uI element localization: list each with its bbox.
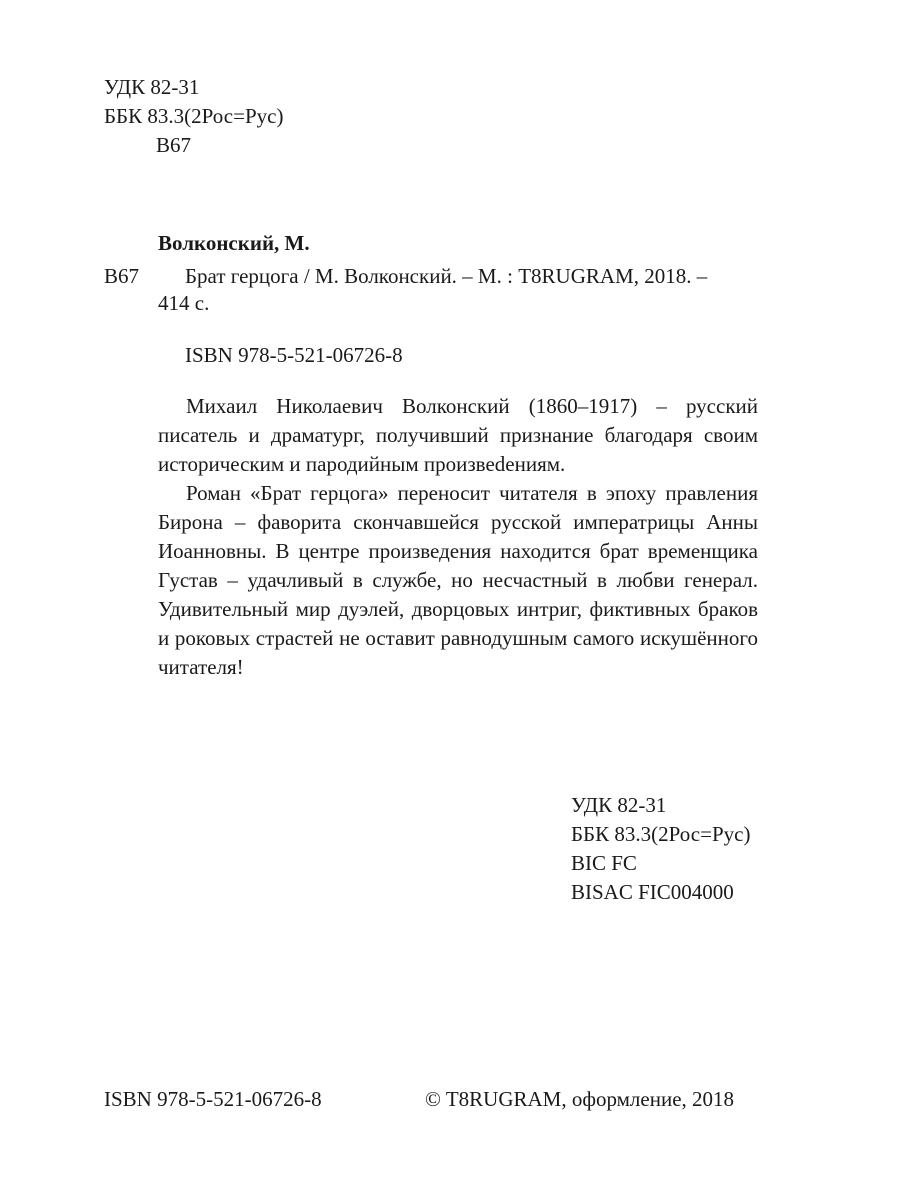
record-isbn: ISBN 978-5-521-06726-8 xyxy=(185,343,403,367)
bottom-classification-block xyxy=(571,790,750,906)
top-classification-block xyxy=(104,72,283,159)
annotation xyxy=(158,392,758,682)
bbk-code: ББК 83.3(2Рос=Рус) xyxy=(571,822,751,846)
annotation-paragraph: Роман «Брат герцога» переносит читателя в эпоху правления Бирона – фаворита скончавшейся русской императрицы Анны Иоанновны. В центре произведения находится брат временщика Густав – удачливый в службе, но несчастный в любви генерал. Удивительный мир дуэлей, дворцовых интриг, фиктивных браков и роковых страстей не оставит равнодушным самого искушённого читателя! xyxy=(158,481,758,679)
author-heading: Волконский, М. xyxy=(158,231,310,255)
bbk-code: ББК 83.3(2Рос=Рус) xyxy=(104,104,284,128)
bisac-code: BISAC FIC004000 xyxy=(571,880,734,904)
copyright-notice: © T8RUGRAM, оформление, 2018 xyxy=(425,1087,735,1111)
udk-code: УДК 82-31 xyxy=(104,75,200,99)
record-cutter-code: В67 xyxy=(104,264,140,288)
footer-isbn: ISBN 978-5-521-06726-8 xyxy=(104,1087,322,1111)
bibliographic-title-line: Брат герцога / М. Волконский. – М. : T8RUGRAM, 2018. – xyxy=(185,264,708,288)
udk-code: УДК 82-31 xyxy=(571,793,667,817)
annotation-paragraph: Михаил Николаевич Волконский (1860–1917) – русский писатель и драматург, получивший признание благодаря своим историческим и пародийным произвеdениям. xyxy=(158,394,758,476)
cutter-code: В67 xyxy=(156,133,192,157)
bic-code: BIC FC xyxy=(571,851,637,875)
page-count: 414 с. xyxy=(158,291,210,315)
